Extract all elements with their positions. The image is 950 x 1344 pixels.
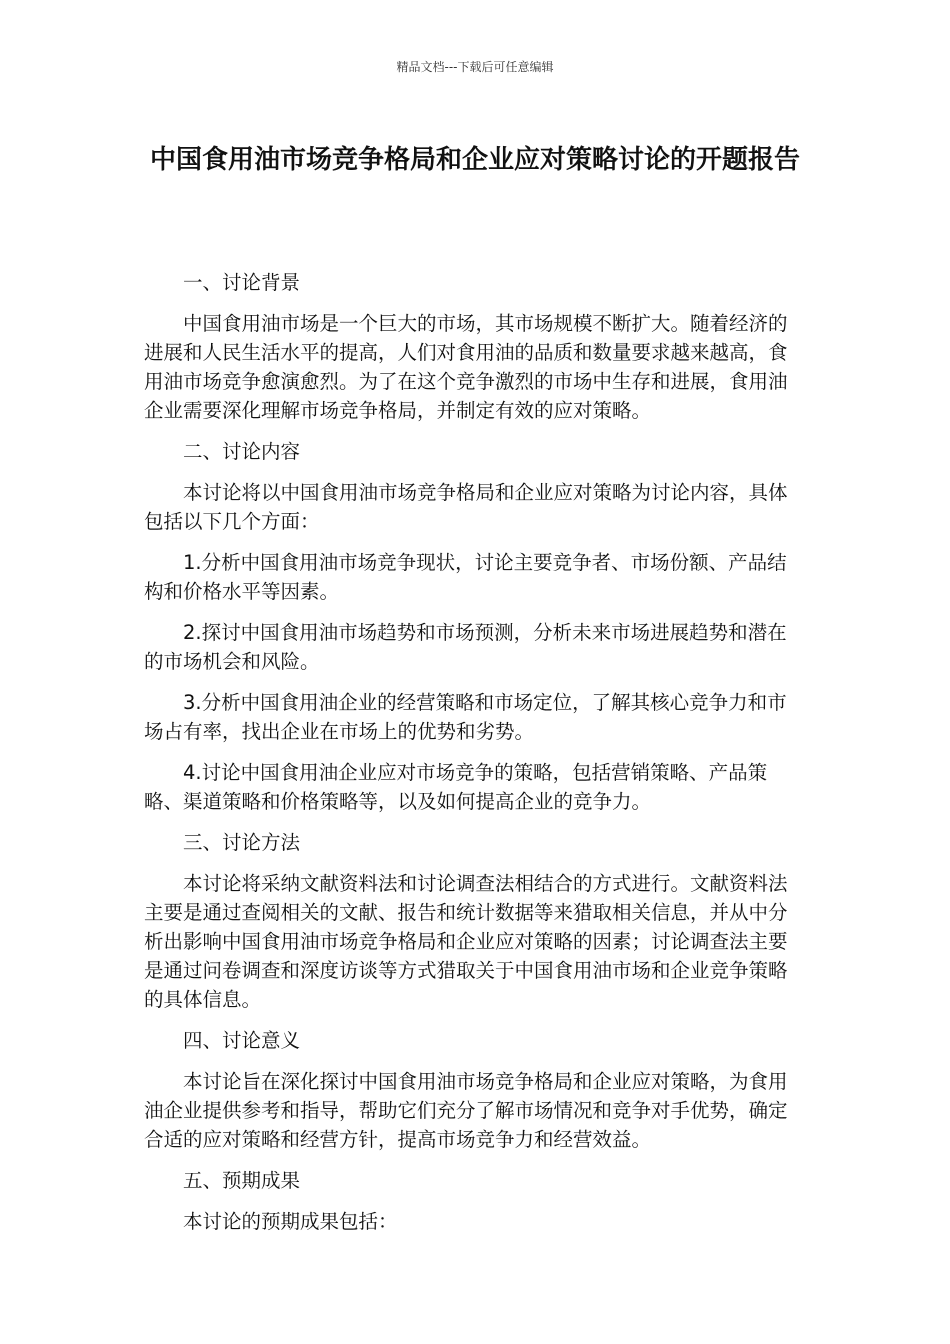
list-item-2: 2.探讨中国食用油市场趋势和市场预测，分析未来市场进展趋势和潜在的市场机会和风险。: [144, 621, 787, 673]
section-heading-method: 三、讨论方法: [183, 831, 301, 854]
paragraph-background: 中国食用油市场是一个巨大的市场，其市场规模不断扩大。随着经济的进展和人民生活水平的提高，人们对食用油的品质和数量要求越来越高，食用油市场竞争愈演愈烈。为了在这个竞争激烈的市场中生存和进展，食用油企业需要深化理解市场竞争格局，并制定有效的应对策略。: [144, 312, 788, 422]
paragraph-expected-results: 本讨论的预期成果包括：: [183, 1210, 398, 1233]
section-heading-background: 一、讨论背景: [183, 271, 301, 294]
paragraph-method: 本讨论将采纳文献资料法和讨论调查法相结合的方式进行。文献资料法主要是通过查阅相关的文献、报告和统计数据等来猎取相关信息，并从中分析出影响中国食用油市场竞争格局和企业应对策略的因素；讨论调查法主要是通过问卷调查和深度访谈等方式猎取关于中国食用油市场和企业竞争策略的具体信息。: [144, 872, 788, 1011]
document-body: [144, 268, 806, 1248]
list-item-1: 1.分析中国食用油市场竞争现状，讨论主要竞争者、市场份额、产品结构和价格水平等因素。: [144, 551, 787, 603]
paragraph-significance: 本讨论旨在深化探讨中国食用油市场竞争格局和企业应对策略，为食用油企业提供参考和指导，帮助它们充分了解市场情况和竞争对手优势，确定合适的应对策略和经营方针，提高市场竞争力和经营效益。: [144, 1070, 788, 1151]
list-item-3: 3.分析中国食用油企业的经营策略和市场定位，了解其核心竞争力和市场占有率，找出企业在市场上的优势和劣势。: [144, 691, 787, 743]
list-item-4: 4.讨论中国食用油企业应对市场竞争的策略，包括营销策略、产品策略、渠道策略和价格策略等，以及如何提高企业的竞争力。: [144, 761, 768, 813]
paragraph-content-intro: 本讨论将以中国食用油市场竞争格局和企业应对策略为讨论内容，具体包括以下几个方面：: [144, 481, 788, 533]
header-note: 精品文档---下载后可任意编辑: [396, 60, 554, 74]
section-heading-significance: 四、讨论意义: [183, 1029, 301, 1052]
document-title: 中国食用油市场竞争格局和企业应对策略讨论的开题报告: [149, 145, 800, 175]
section-heading-content: 二、讨论内容: [183, 440, 301, 463]
section-heading-expected-results: 五、预期成果: [183, 1169, 301, 1192]
